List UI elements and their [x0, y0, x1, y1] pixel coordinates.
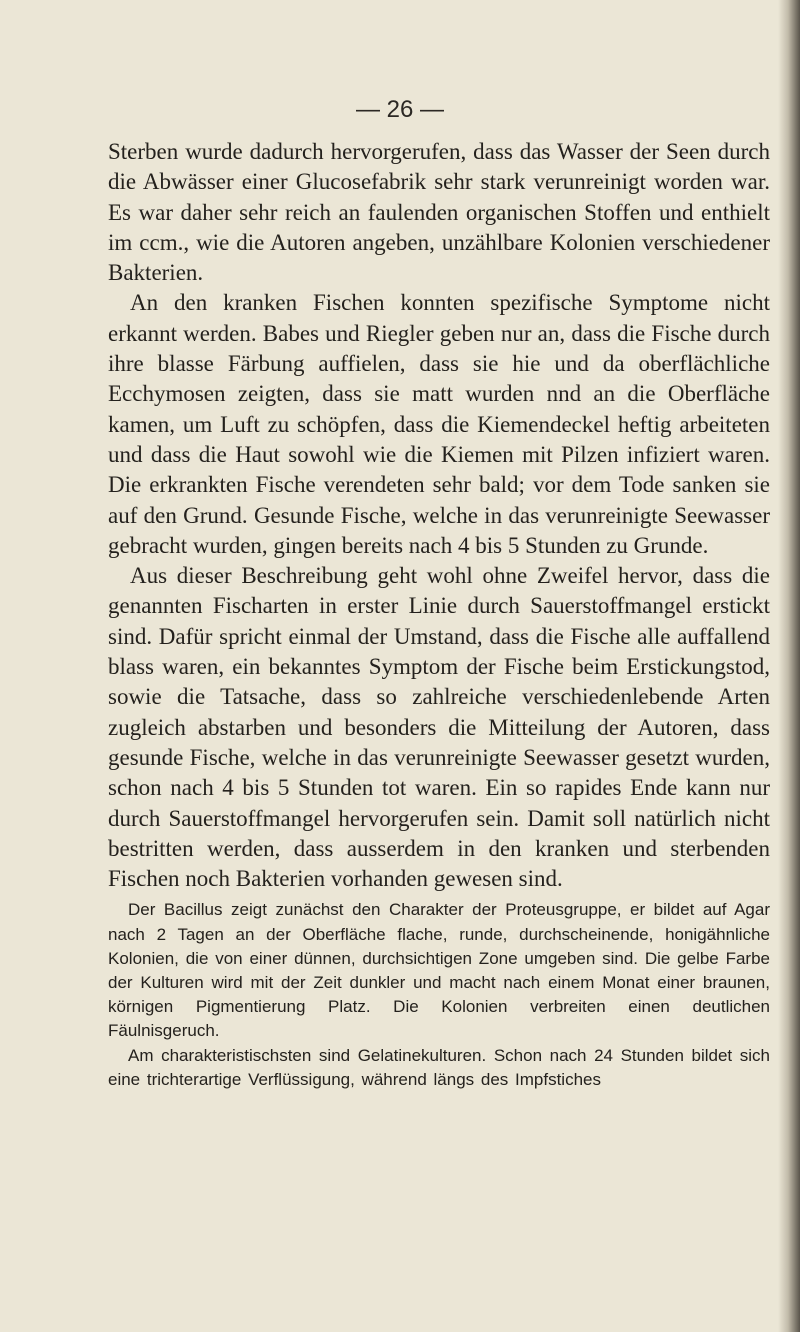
- paragraph-conclusion: Aus dieser Beschreibung geht wohl ohne Zweifel hervor, dass die genannten Fischarten in erster Linie durch Sauerstoffmangel erstickt sind. Dafür spricht einmal der Umstand, dass die Fische alle auffallend blass waren, ein bekanntes Symptom der Fische beim Erstickungstod, sowie die Tatsache, dass so zahlreiche verschiedenlebende Arten zugleich abstarben und besonders die Mitteilung der Autoren, dass gesunde Fische, welche in das verunreinigte Seewasser gesetzt wurden, schon nach 4 bis 5 Stunden tot waren. Ein so rapides Ende kann nur durch Sauerstoffmangel hervorgerufen sein. Damit soll natürlich nicht bestritten werden, dass ausserdem in den kranken und sterbenden Fischen noch Bakterien vorhanden gewesen sind.: [108, 563, 770, 892]
- main-text-block: [108, 137, 770, 1092]
- page-edge-shadow: [778, 0, 800, 1332]
- paragraph-symptoms: An den kranken Fischen konnten spezifische Symptome nicht erkannt werden. Babes und Riegler geben nur an, dass die Fische durch ihre blasse Färbung auffielen, dass sie hie und da oberflächliche Ecchymosen zeigten, dass sie matt wurden nnd an die Oberfläche kamen, um Luft zu schöpfen, dass die Kiemendeckel heftig arbeiteten und dass die Haut sowohl wie die Kiemen mit Pilzen infiziert waren. Die erkrankten Fische verendeten sehr bald; vor dem Tode sanken sie auf den Grund. Gesunde Fische, welche in das verunreinigte Seewasser gebracht wurden, gingen bereits nach 4 bis 5 Stunden zu Grunde.: [108, 290, 770, 558]
- page-number: — 26 —: [355, 96, 445, 123]
- paragraph-continuation: Sterben wurde dadurch hervorgerufen, dass das Wasser der Seen durch die Abwässer einer Glucosefabrik sehr stark verunreinigt worden war. Es war daher sehr reich an faulenden organischen Stoffen und enthielt im ccm., wie die Autoren angeben, unzählbare Kolonien verschiedener Bakterien.: [108, 139, 770, 286]
- small-print-block: [108, 898, 770, 1092]
- small-paragraph-bacillus: Der Bacillus zeigt zunächst den Charakter der Proteusgruppe, er bildet auf Agar nach 2 Tagen an der Oberfläche flache, runde, durchscheinende, honigähnliche Kolonien, die von einer dünnen, durchsichtigen Zone umgeben sind. Die gelbe Farbe der Kulturen wird mit der Zeit dunkler und macht nach einem Monat einer braunen, körnigen Pigmentierung Platz. Die Kolonien verbreiten einen deutlichen Fäulnisgeruch.: [108, 900, 770, 1041]
- small-paragraph-cultures: Am charakteristischsten sind Gelatinekulturen. Schon nach 24 Stunden bildet sich eine trichterartige Verflüssigung, während längs des Impfstiches: [108, 1045, 770, 1089]
